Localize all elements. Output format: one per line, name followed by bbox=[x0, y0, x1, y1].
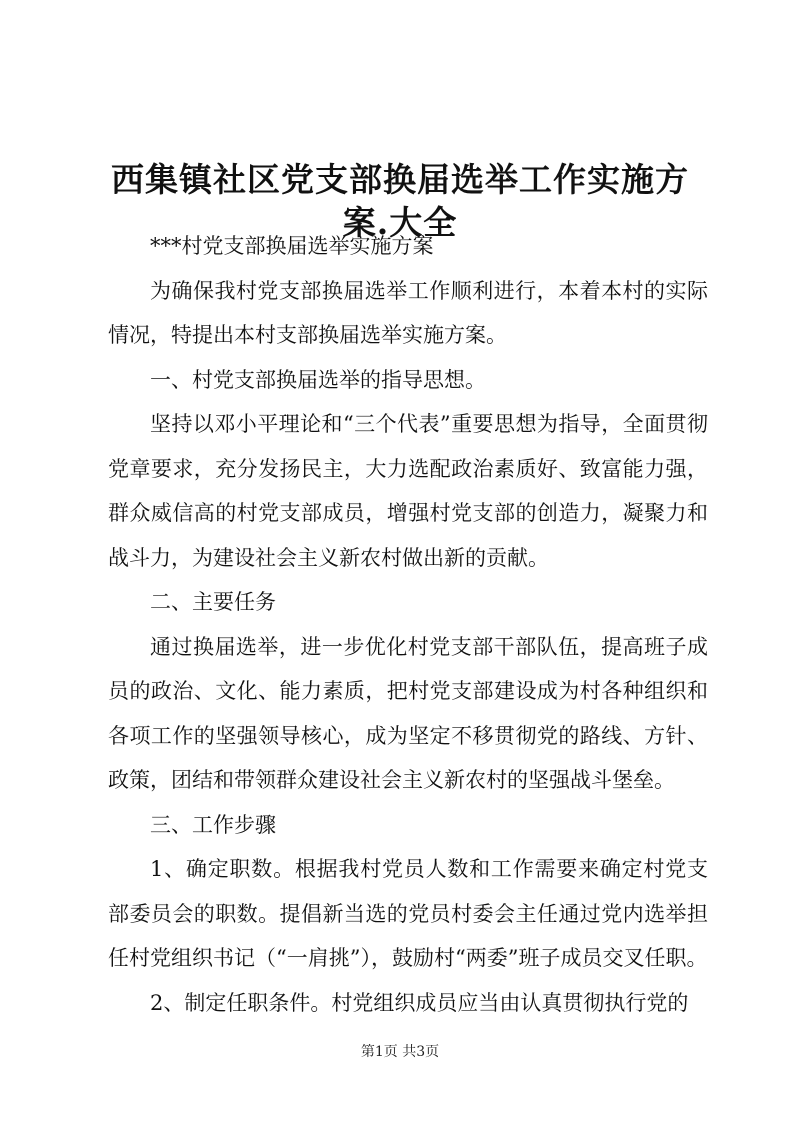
section-heading-plan: ***村党支部换届选举实施方案 bbox=[150, 234, 434, 258]
document-title: 西集镇社区党支部换届选举工作实施方案.大全 bbox=[111, 160, 689, 243]
page-footer: 第1页 共3页 bbox=[360, 1044, 440, 1060]
document-body bbox=[108, 224, 708, 1025]
section-heading-guiding-thought: 一、村党支部换届选举的指导思想。 bbox=[150, 367, 486, 392]
section-heading-work-steps: 三、工作步骤 bbox=[150, 812, 276, 837]
paragraph-intro: 为确保我村党支部换届选举工作顺利进行，本着本村的实际情况，特提出本村支部换届选举实施方案。 bbox=[108, 278, 708, 347]
paragraph-step-1: 1、确定职数。根据我村党员人数和工作需要来确定村党支部委员会的职数。提倡新当选的党员村委会主任通过党内选举担任村党组织书记（“一肩挑”），鼓励村“两委”班子成员交叉任职。 bbox=[108, 857, 708, 970]
paragraph-step-2: 2、制定任职条件。村党组织成员应当由认真贯彻执行党的 bbox=[150, 990, 689, 1015]
paragraph-main-tasks: 通过换届选举，进一步优化村党支部干部队伍，提高班子成员的政治、文化、能力素质，把村党支部建设成为村各种组织和各项工作的坚强领导核心，成为坚定不移贯彻党的路线、方针、政策，团结和带领群众建设社会主义新农村的坚强战斗堡垒。 bbox=[108, 634, 708, 792]
paragraph-guiding-thought: 坚持以邓小平理论和“三个代表”重要思想为指导，全面贯彻党章要求，充分发扬民主，大力选配政治素质好、致富能力强，群众威信高的村党支部成员，增强村党支部的创造力，凝聚力和战斗力，为建设社会主义新农村做出新的贡献。 bbox=[108, 412, 708, 570]
section-heading-main-tasks: 二、主要任务 bbox=[150, 590, 276, 614]
